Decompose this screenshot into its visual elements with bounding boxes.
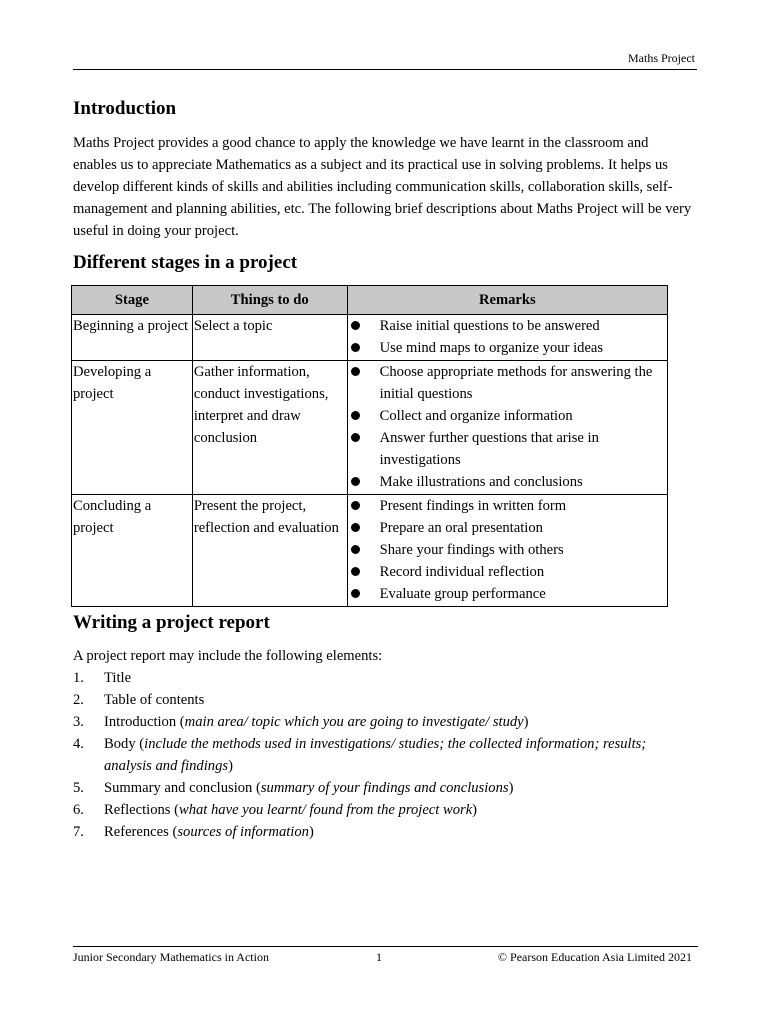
- list-item: [73, 689, 688, 711]
- column-header-remarks: Remarks: [347, 286, 667, 315]
- report-heading: Writing a project report: [73, 612, 270, 633]
- stages-table: [71, 285, 668, 607]
- introduction-heading: Introduction: [73, 98, 177, 119]
- stage-cell: Developing a project: [72, 361, 193, 495]
- item-text: Summary and conclusion: [104, 780, 253, 796]
- remark-text: Answer further questions that arise in investigations: [379, 430, 599, 468]
- remark-text: Raise initial questions to be answered: [379, 318, 600, 334]
- item-number: 7.: [73, 824, 84, 840]
- list-item: [349, 337, 667, 359]
- remark-text: Record individual reflection: [379, 564, 545, 580]
- footer-copyright: © Pearson Education Asia Limited 2021: [497, 950, 692, 964]
- report-elements-list: [73, 667, 688, 843]
- list-item: [349, 517, 667, 539]
- item-note: what have you learnt/ found from the project work: [178, 802, 473, 818]
- list-item: [349, 561, 667, 583]
- list-item: [349, 583, 667, 605]
- item-number: 6.: [73, 802, 84, 818]
- list-item: [349, 539, 667, 561]
- column-header-stage: Stage: [72, 286, 193, 315]
- bullet-icon: [351, 523, 360, 532]
- list-item: [73, 667, 688, 689]
- todo-cell: Gather information, conduct investigations, interpret and draw conclusion: [192, 361, 347, 495]
- list-item: 6. Reflections (what have you learnt/ found from the project work): [73, 799, 688, 821]
- page-header: [73, 50, 697, 70]
- stage-cell: Beginning a project: [72, 315, 193, 361]
- list-item: [349, 361, 667, 405]
- item-note: sources of information: [177, 824, 309, 840]
- header-title: Maths Project: [628, 51, 695, 65]
- item-text: References: [104, 824, 169, 840]
- table-header-row: [72, 286, 668, 315]
- item-text: Introduction: [104, 714, 177, 730]
- remark-text: Choose appropriate methods for answering the initial questions: [379, 364, 653, 402]
- list-item: 3. Introduction (main area/ topic which you are going to investigate/ study): [73, 711, 688, 733]
- item-note: include the methods used in investigations/ studies; the collected information; results; analysis and findings: [104, 736, 647, 774]
- item-number: 5.: [73, 780, 84, 796]
- list-item: [349, 427, 667, 471]
- page-footer: [73, 946, 698, 965]
- bullet-icon: [351, 433, 360, 442]
- item-text: Reflections: [104, 802, 171, 818]
- stage-cell: Concluding a project: [72, 495, 193, 607]
- bullet-icon: [351, 343, 360, 352]
- list-item: [349, 315, 667, 337]
- remark-text: Share your findings with others: [379, 542, 564, 558]
- remark-text: Evaluate group performance: [379, 586, 546, 602]
- item-number: 1.: [73, 670, 84, 686]
- page-number: 1: [376, 950, 382, 964]
- bullet-icon: [351, 589, 360, 598]
- stages-heading: Different stages in a project: [73, 252, 298, 273]
- introduction-paragraph: Maths Project provides a good chance to apply the knowledge we have learnt in the classroom and enables us to appreciate Mathematics as a subject and its practical use in solving problems. It helps us develop different kinds of skills and abilities including communication skills, collaboration skills, self-management and planning abilities, etc. The following brief descriptions about Maths Project will be very useful in doing your project.: [73, 135, 692, 239]
- item-number: 4.: [73, 736, 84, 752]
- table-row: [72, 361, 668, 495]
- item-text: Title: [104, 670, 132, 686]
- remark-text: Use mind maps to organize your ideas: [379, 340, 604, 356]
- bullet-icon: [351, 567, 360, 576]
- todo-cell: Select a topic: [192, 315, 347, 361]
- column-header-things-to-do: Things to do: [192, 286, 347, 315]
- item-text: Body: [104, 736, 136, 752]
- remark-text: Collect and organize information: [379, 408, 573, 424]
- footer-book-title: Junior Secondary Mathematics in Action: [73, 950, 269, 964]
- bullet-icon: [351, 321, 360, 330]
- remark-text: Present findings in written form: [379, 498, 567, 514]
- item-note: main area/ topic which you are going to investigate/ study: [184, 714, 524, 730]
- table-row: [72, 315, 668, 361]
- list-item: [349, 405, 667, 427]
- remarks-cell: [347, 315, 667, 361]
- remarks-cell: [347, 495, 667, 607]
- bullet-icon: [351, 545, 360, 554]
- list-item: 5. Summary and conclusion (summary of your findings and conclusions): [73, 777, 688, 799]
- item-number: 2.: [73, 692, 84, 708]
- list-item: 4. Body (include the methods used in investigations/ studies; the collected information; results; analysis and findings): [73, 733, 688, 777]
- list-item: [349, 495, 667, 517]
- table-row: [72, 495, 668, 607]
- remark-text: Make illustrations and conclusions: [379, 474, 583, 490]
- list-item: [349, 471, 667, 493]
- bullet-icon: [351, 367, 360, 376]
- item-number: 3.: [73, 714, 84, 730]
- report-intro: A project report may include the following elements:: [73, 648, 383, 664]
- remark-text: Prepare an oral presentation: [379, 520, 543, 536]
- bullet-icon: [351, 411, 360, 420]
- remarks-cell: [347, 361, 667, 495]
- item-note: summary of your findings and conclusions: [260, 780, 509, 796]
- bullet-icon: [351, 477, 360, 486]
- bullet-icon: [351, 501, 360, 510]
- todo-cell: Present the project, reflection and evaluation: [192, 495, 347, 607]
- item-text: Table of contents: [104, 692, 205, 708]
- list-item: 7. References (sources of information): [73, 821, 688, 843]
